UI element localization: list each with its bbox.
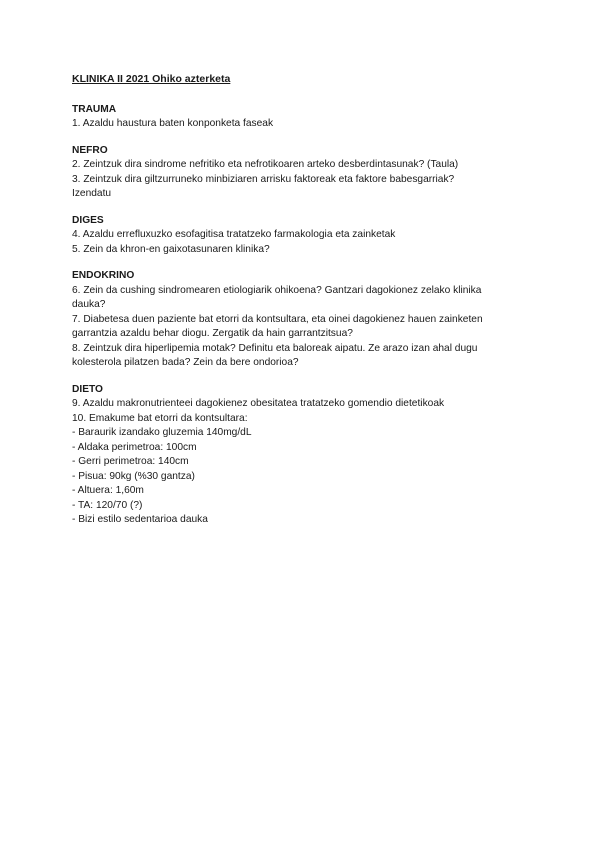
section-heading: NEFRO — [72, 144, 108, 156]
question-line: 4. Azaldu errefluxuzko esofagitisa tratatzeko farmakologia eta zainketak — [72, 229, 396, 240]
exam-document — [72, 72, 532, 540]
section-heading: TRAUMA — [72, 103, 117, 115]
question-line: Izendatu — [72, 188, 112, 199]
question-line: 1. Azaldu haustura baten konponketa faseak — [72, 118, 274, 129]
section-heading: ENDOKRINO — [72, 270, 135, 281]
question-line: 9. Azaldu makronutrienteei dagokienez obesitatea tratatzeko gomendio dietetikoak — [72, 398, 445, 409]
section-heading: DIGES — [72, 214, 104, 226]
section-dieto — [72, 383, 532, 528]
list-item: - Gerri perimetroa: 140cm — [72, 456, 189, 467]
list-item: - Baraurik izandako gluzemia 140mg/dL — [72, 427, 252, 438]
question-line: 5. Zein da khron-en gaixotasunaren klinika? — [72, 243, 270, 255]
section-trauma — [72, 103, 532, 132]
question-line: 6. Zein da cushing sindromearen etiologiarik ohikoena? Gantzari dagokionez zelako klinika — [72, 284, 482, 296]
question-line: 8. Zeintzuk dira hiperlipemia motak? Definitu eta baloreak aipatu. Ze arazo izan ahal dugu — [72, 342, 478, 354]
question-line: 2. Zeintzuk dira sindrome nefritiko eta nefrotikoaren arteko desberdintasunak? (Taula) — [72, 159, 459, 170]
section-endokrino — [72, 269, 532, 371]
question-line: 3. Zeintzuk dira giltzurruneko minbiziaren arrisku faktoreak eta faktore babesgarriak? — [72, 173, 455, 185]
question-line: 7. Diabetesa duen paziente bat etorri da kontsultara, eta oinei dagokienez hauen zainketen — [72, 313, 483, 325]
list-item: - Bizi estilo sedentarioa dauka — [72, 514, 208, 525]
list-item: - Altuera: 1,60m — [72, 485, 144, 496]
list-item: - Aldaka perimetroa: 100cm — [72, 441, 197, 453]
section-diges — [72, 214, 532, 258]
section-nefro — [72, 144, 532, 202]
question-line: 10. Emakume bat etorri da kontsultara: — [72, 412, 248, 424]
section-heading: DIETO — [72, 383, 103, 395]
list-item: - TA: 120/70 (?) — [72, 499, 143, 511]
document-title: KLINIKA II 2021 Ohiko azterketa — [72, 73, 231, 85]
list-item: - Pisua: 90kg (%30 gantza) — [72, 470, 195, 482]
question-line: kolesterola pilatzen bada? Zein da bere ondorioa? — [72, 357, 299, 368]
question-line: dauka? — [72, 299, 106, 310]
question-line: garrantzia azaldu behar diogu. Zergatik da hain garrantzitsua? — [72, 328, 353, 339]
